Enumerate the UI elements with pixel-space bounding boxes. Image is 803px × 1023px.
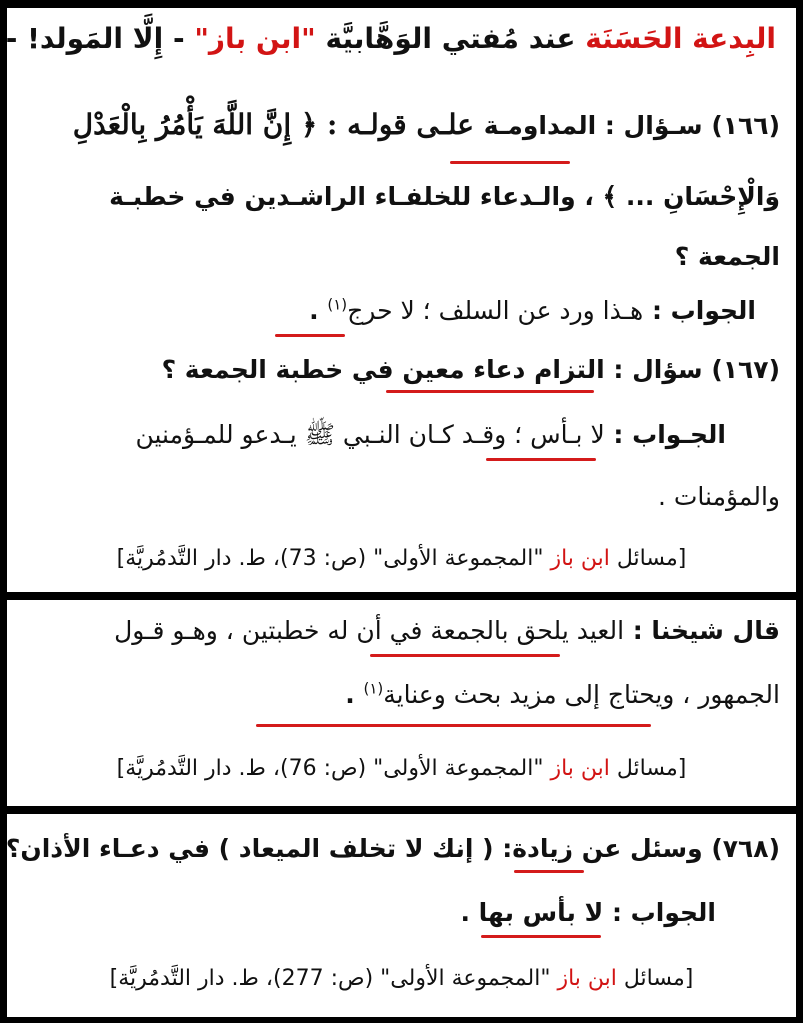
answer-end: . (460, 898, 479, 927)
red-underline (275, 334, 345, 337)
answer-166 (23, 294, 756, 328)
question-text: وسئل عن (573, 834, 712, 863)
question-label: سؤال : (604, 355, 712, 384)
answer-label: الجواب : (643, 296, 756, 325)
question-text: في خطبة الجمعة ؟ (161, 355, 403, 384)
citation-text: [مسائل (616, 966, 694, 991)
citation-text: "المجموعة الأولى" (ص: 277)، ط. دار التَّدمُريَّة] (109, 966, 558, 991)
citation-1 (17, 542, 786, 576)
excerpt-panel-1 (7, 8, 796, 592)
footnote-marker: (١) (363, 679, 384, 698)
red-underline (386, 390, 594, 393)
quote-text: الجمهور ، (674, 680, 780, 709)
citation-text: [مسائل (609, 546, 687, 571)
quote-line-1 (23, 614, 780, 648)
citation-3 (17, 962, 786, 996)
underlined-phrase: زيادة (512, 834, 573, 863)
underlined-phrase: ويحتاج إلى مزيد بحث وعناية (383, 680, 675, 709)
question-label: سـؤال : (596, 111, 712, 140)
quote-text: العيد (568, 616, 625, 645)
red-underline (256, 724, 651, 727)
underlined-phrase: لا بأس بها (478, 898, 604, 927)
question-166-line-3 (23, 240, 780, 274)
underlined-phrase: لا حرج (347, 296, 415, 325)
question-number: (٧٦٨) (711, 834, 780, 863)
citation-author: ابن باز (550, 756, 610, 781)
title-text: عند مُفتي الوَهَّابيَّة (315, 22, 586, 55)
answer-text: ؛ وقـد كـان النـبي ﷺ يـدعو للمـؤمنين (135, 420, 531, 449)
underlined-phrase: المداومـة (483, 111, 597, 140)
title-highlight: البِدعة الحَسَنَة (585, 22, 776, 55)
red-underline (486, 458, 596, 461)
question-text: : ( إنك لا تخلف الميعاد ) في دعـاء الأذان؟ (5, 834, 513, 863)
question-166-line-2 (23, 180, 780, 214)
excerpt-panel-3 (7, 814, 796, 1017)
underlined-phrase: لا بـأس (530, 420, 605, 449)
question-number: (١٦٦) (711, 111, 780, 140)
underlined-phrase: يلحق بالجمعة (430, 616, 569, 645)
answer-768 (23, 896, 716, 930)
answer-text: هـذا ورد عن السلف ؛ (414, 296, 644, 325)
citation-author: ابن باز (557, 966, 617, 991)
quote-text: في أن له خطبتين ، وهـو قـول (114, 616, 431, 645)
quote-line-2 (23, 678, 780, 712)
citation-author: ابن باز (550, 546, 610, 571)
question-768 (5, 832, 780, 866)
footnote-marker: (١) (327, 295, 348, 314)
question-text: الجمعة ؟ (674, 242, 780, 271)
question-text: وَالْإِحْسَانِ ... ﴾ ، والـدعاء للخلفـاء الراشـدين في خطبـة (109, 182, 780, 211)
answer-167-line-1 (23, 418, 726, 452)
answer-label: الجـواب : (604, 420, 726, 449)
red-underline (450, 161, 570, 164)
citation-text: "المجموعة الأولى" (ص: 73)، ط. دار التَّدمُريَّة] (116, 546, 551, 571)
question-number: (١٦٧) (711, 355, 780, 384)
quran-verse: علـى قولـه : ﴿ إِنَّ اللَّهَ يَأْمُرُ بِالْعَدْلِ (72, 108, 484, 141)
excerpt-panel-2 (7, 600, 796, 806)
citation-text: "المجموعة الأولى" (ص: 76)، ط. دار التَّدمُريَّة] (116, 756, 551, 781)
title-suffix: - إِلَّا المَولد! - (5, 22, 195, 55)
page-title (5, 22, 776, 56)
underlined-phrase: التزام دعاء معين (402, 355, 605, 384)
quote-end: . (345, 680, 364, 709)
red-underline (514, 870, 584, 873)
quote-label: قال شيخنا : (624, 616, 780, 645)
answer-label: الجواب : (603, 898, 716, 927)
question-166-line-1 (23, 108, 780, 143)
answer-167-line-2 (23, 480, 780, 514)
red-underline (481, 935, 601, 938)
answer-end: . (309, 296, 328, 325)
citation-2 (17, 752, 786, 786)
citation-text: [مسائل (609, 756, 687, 781)
red-underline (370, 654, 560, 657)
answer-text: والمؤمنات . (658, 482, 780, 511)
title-name: "ابن باز" (194, 22, 316, 55)
question-167 (23, 353, 780, 387)
